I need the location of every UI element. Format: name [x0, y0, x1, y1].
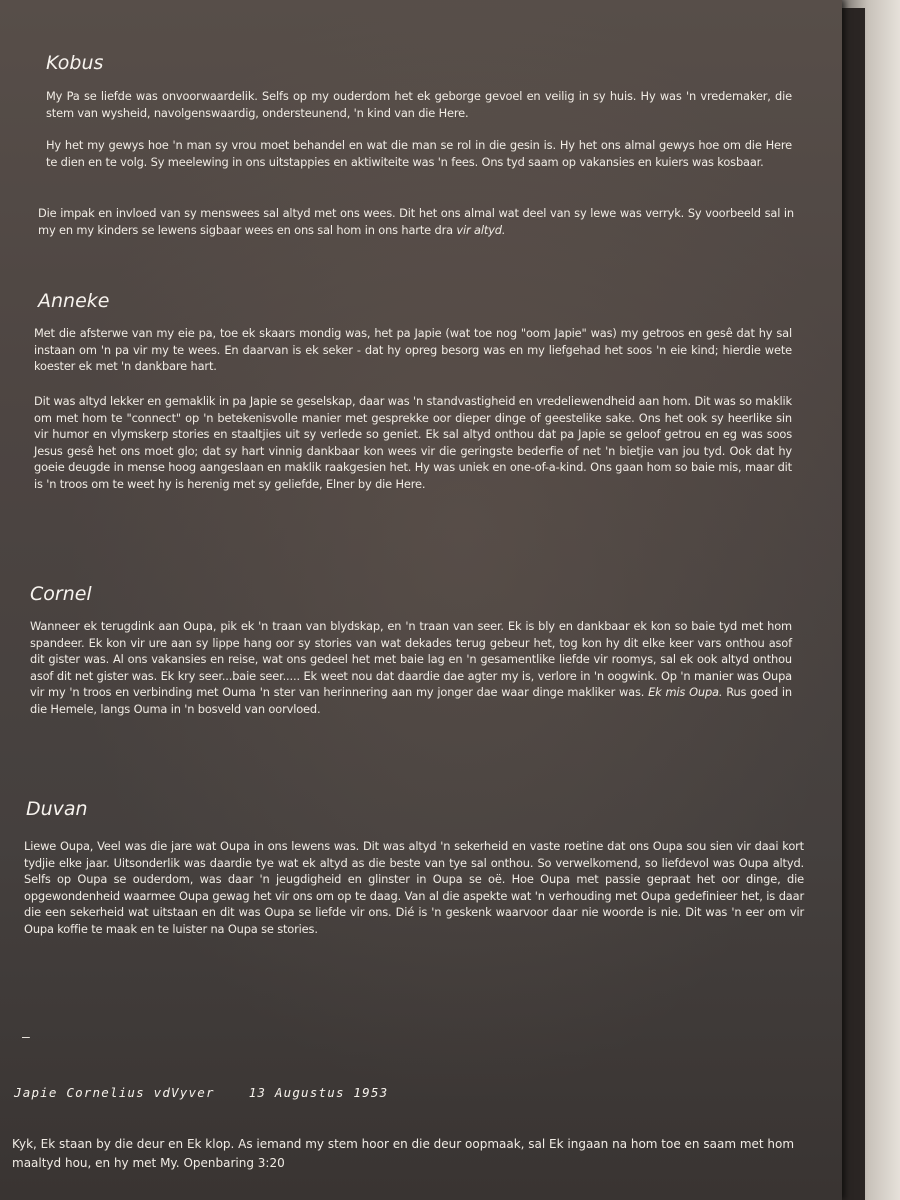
tribute-paragraph: Dit was altyd lekker en gemaklik in pa Japie se geselskap, daar was 'n standvastigheid en vredeliewendheid aan hom. Dit was so maklik om met hom te "connect" op 'n betekenisvolle manier met gesprekke oor dieper dinge of geestelike sake. Ons het ook sy heerlike sin vir humor en vlymskerp stories en staaltjies uit sy verlede so geniet. Ek sal altyd onthou dat pa Japie se geloof getrou en eg was soos Jesus gesê het ons moet glo; dat sy hart vinnig dankbaar kon wees vir die geringste bederfie of net 'n bietjie van jou tyd. Ook dat hy goeie deugde in mense hoog aangeslaan en maklik raakgesien het. Hy was uniek en one-of-a-kind. Ons gaan hom so baie mis, maar dit is 'n troos om te weet hy is herenig met sy geliefde, Elner by die Here.: [34, 394, 792, 491]
bible-verse: Kyk, Ek staan by die deur en Ek klop. As iemand my stem hoor en die deur oopmaak, sal Ek ingaan na hom toe en saam met hom maaltyd hou, en hy met My. Openbaring 3:20: [12, 1137, 795, 1170]
tribute-text: Die impak en invloed van sy menswees sal altyd met ons wees. Dit het ons almal wat deel van sy lewe was verryk. Sy voorbeeld sal in my en my kinders se lewens sigbaar wees en ons sal hom in ons harte dra: [38, 206, 794, 237]
tribute-heading-cornel: Cornel: [30, 583, 92, 605]
signature-name: Japie Cornelius vdVyver: [14, 1085, 215, 1100]
handwritten-signature: [14, 1085, 388, 1100]
tribute-italic-text: Ek mis Oupa.: [648, 685, 723, 699]
tribute-paragraph: Met die afsterwe van my eie pa, toe ek skaars mondig was, het pa Japie (wat toe nog "oom Japie" was) my getroos en gesê dat hy sal instaan om 'n pa vir my te wees. En daarvan is ek seker - dat hy opreg besorg was en my liefgehad het soos 'n eie kind; hierdie wete koester ek met 'n dankbare hart.: [34, 326, 792, 373]
tribute-heading-duvan: Duvan: [26, 798, 88, 820]
tribute-paragraph: Liewe Oupa, Veel was die jare wat Oupa in ons lewens was. Dit was altyd 'n sekerheid en vaste roetine dat ons Oupa sou sien vir daai kort tydjie elke jaar. Uitsonderlik was daardie tye wat ek altyd as die beste van tye sal onthou. So verwelkomend, so liefdevol was Oupa altyd. Selfs op Oupa se ouderdom, was daar 'n jeugdigheid en glinster in Oupa se oë. Hoe Oupa met passie gepraat het oor dinge, die opgewondenheid waarmee Oupa gewag het vir ons om op te daag. Van al die aspekte wat 'n verhouding met Oupa gedefinieer het, is daar die een sekerheid wat uitstaan en dit was Oupa se liefde vir ons. Dié is 'n geskenk waarvoor daar nie woorde is nie. Dit was 'n eer om vir Oupa koffie te maak en te luister na Oupa se stories.: [24, 839, 804, 936]
tribute-text: Wanneer ek terugdink aan Oupa, pik ek 'n traan van blydskap, en 'n traan van seer. Ek is bly en dankbaar ek kon so baie tyd met hom spandeer. Ek kon vir ure aan sy lippe hang oor sy stories van wat dekades terug gebeur het, tog kon hy dit elke keer vars onthou asof dit gister was. Al ons vakansies en reise, wat ons gedeel het met baie lag en 'n gesamentlike liefde vir roomys, sal ek ook altyd onthou asof dit net gister was. Ek kry seer...baie seer..... Ek weet nou dat daardie dae agter my is, verlore in 'n oogwink. Op 'n manier was Oupa vir my 'n troos en verbinding met Ouma 'n ster van herinnering aan my jonger dae waar dinge makliker was.: [30, 619, 792, 699]
separator-dash: –: [22, 1028, 30, 1044]
tribute-text: Rus goed in die Hemele, langs Ouma in 'n bosveld van oorvloed.: [30, 685, 792, 716]
tribute-heading-anneke: Anneke: [38, 290, 110, 312]
tribute-paragraph: Hy het my gewys hoe 'n man sy vrou moet behandel en wat die man se rol in die gesin is. Hy het ons almal gewys hoe om die Here te dien en te volg. Sy meelewing in ons uitstappies en aktiwiteite was 'n fees. Ons tyd saam op vakansies en kuiers was kosbaar.: [46, 138, 792, 169]
tribute-heading-kobus: Kobus: [46, 52, 104, 74]
tribute-paragraph: [38, 205, 794, 238]
tribute-italic-text: vir altyd.: [456, 222, 506, 237]
tribute-paragraph: My Pa se liefde was onvoorwaardelik. Selfs op my ouderdom het ek geborge gevoel en veilig in sy huis. Hy was 'n vredemaker, die stem van wysheid, navolgenswaardig, ondersteunend, 'n kind van die Here.: [46, 89, 792, 120]
signature-date: 13 Augustus 1953: [248, 1085, 389, 1100]
tribute-paragraph: [30, 618, 792, 717]
